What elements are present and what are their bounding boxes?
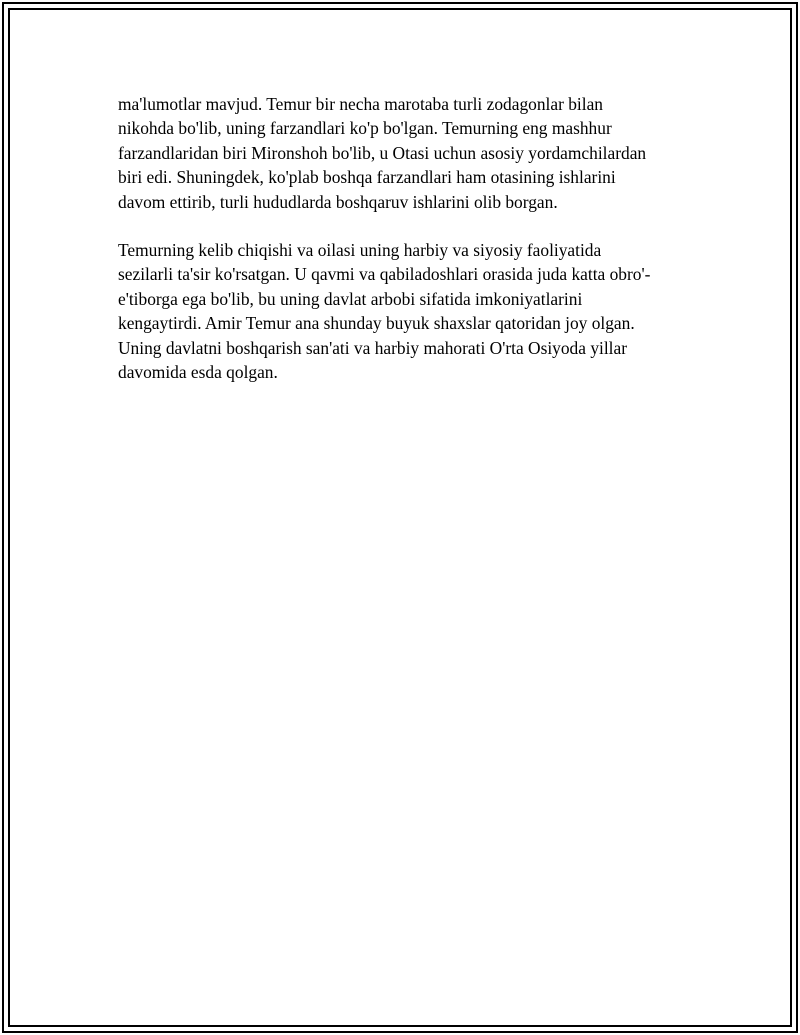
text-line: kengaytirdi. Amir Temur ana shunday buyuk shaxslar qatoridan joy olgan. (118, 313, 635, 334)
document-body (118, 92, 688, 384)
text-line: Uning davlatni boshqarish san'ati va harbiy mahorati O'rta Osiyoda yillar (118, 337, 628, 358)
text-line: davom ettirib, turli hududlarda boshqaruv ishlarini olib borgan. (118, 191, 558, 212)
text-line: Temurning kelib chiqishi va oilasi uning harbiy va siyosiy faoliyatida (118, 240, 602, 261)
text-line: sezilarli ta'sir ko'rsatgan. U qavmi va qabiladoshlari orasida juda katta obro'- (118, 264, 651, 285)
text-line: nikohda bo'lib, uning farzandlari ko'p bo'lgan. Temurning eng mashhur (118, 118, 612, 139)
text-line: e'tiborga ega bo'lib, bu uning davlat arbobi sifatida imkoniyatlarini (118, 288, 583, 309)
text-line: davomida esda qolgan. (118, 362, 278, 383)
paragraph-1 (118, 92, 688, 214)
paragraph-2 (118, 238, 688, 384)
text-line: farzandlaridan biri Mironshoh bo'lib, u Otasi uchun asosiy yordamchilardan (118, 142, 647, 163)
text-line: ma'lumotlar mavjud. Temur bir necha marotaba turli zodagonlar bilan (118, 94, 603, 114)
text-line: biri edi. Shuningdek, ko'plab boshqa farzandlari ham otasining ishlarini (118, 167, 616, 188)
